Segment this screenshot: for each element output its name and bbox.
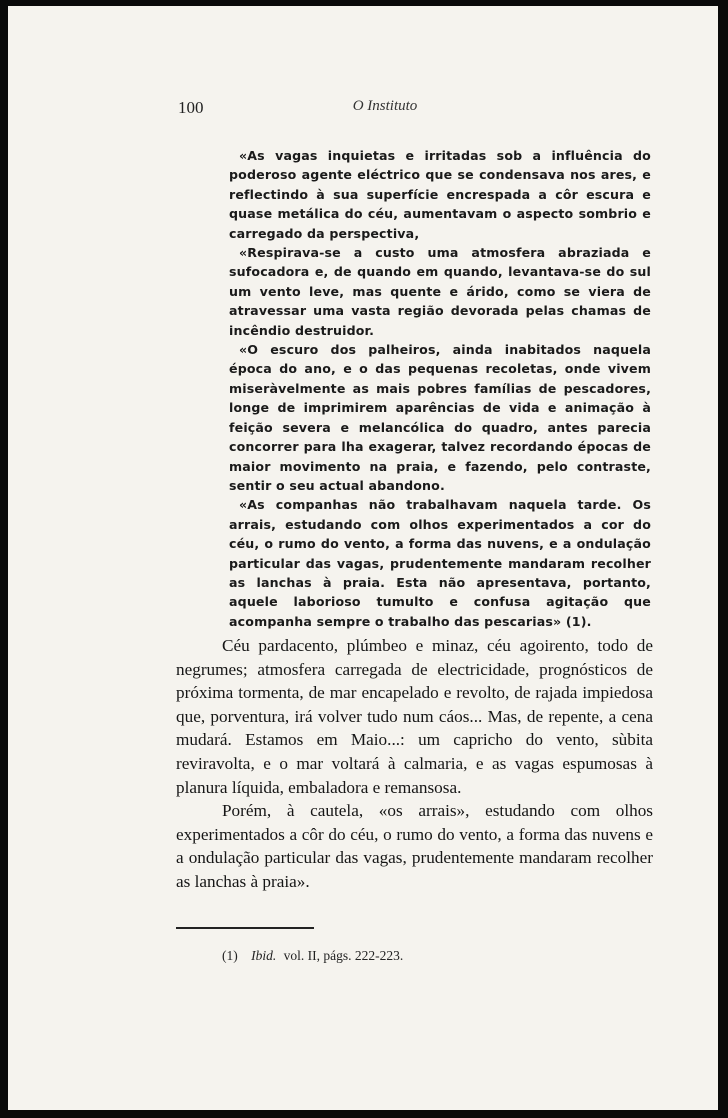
quote-paragraph: «Respirava-se a custo uma atmosfera abraziada e sufocadora e, de quando em quando, levantava-se do sul um vento leve, mas quente e árido, como se viera de atravessar uma vasta região devorada pelas chamas de incêndio destruidor. [229,245,651,338]
footnote-text: vol. II, págs. 222-223. [283,948,404,963]
body-paragraph: Céu pardacento, plúmbeo e minaz, céu agoirento, todo de negrumes; atmosfera carregada de electricidade, prognósticos de próxima tormenta, de mar encapelado e revolto, de rajada impiedosa que, porventura, irá volver tudo num cáos... Mas, de repente, a cena mudará. Estamos em Maio...: um capricho do vento, sùbita reviravolta, e o mar voltará à calmaria, e as vagas espumosas à planura líquida, embaladora e remansosa. [176,636,653,797]
footnote-ibid: Ibid. [251,948,277,963]
quoted-passage [229,146,651,631]
quote-paragraph: «O escuro dos palheiros, ainda inabitados naquela época do ano, e o das pequenas recoletas, onde vivem miseràvelmente as mais pobres famílias de pescadores, longe de imprimirem aparências de vida e animação à feição severa e melancólica do quadro, antes parecia concorrer para lha exagerar, talvez recordando épocas de maior movimento na praia, e fazendo, pelo contraste, sentir o seu actual abandono. [229,342,651,493]
running-header [170,98,600,122]
page [8,6,718,1110]
footnote-marker: (1) [222,948,238,963]
body-text [176,634,653,894]
footnote-rule [176,927,314,929]
footnote [222,948,403,964]
body-paragraph: Porém, à cautela, «os arrais», estudando com olhos experimentados a côr do céu, o rumo do vento, a forma das nuvens e a ondulação particular das vagas, prudentemente mandaram recolher as lanchas à praia». [176,801,653,891]
running-title: O Instituto [352,98,418,114]
page-number: 100 [178,98,204,117]
quote-paragraph: «As companhas não trabalhavam naquela tarde. Os arrais, estudando com olhos experimentados a cor do céu, o rumo do vento, a forma das nuvens, e a ondulação particular das vagas, prudentemente mandaram recolher as lanchas à praia. Esta não apresentava, portanto, aquele laborioso tumulto e confusa agitação que acompanha sempre o trabalho das pescarias» (1). [229,497,651,629]
quote-paragraph: «As vagas inquietas e irritadas sob a influência do poderoso agente eléctrico que se condensava nos ares, e reflectindo à sua superfície encrespada a côr escura e quase metálica do céu, aumentavam o aspecto sombrio e carregado da perspectiva, [229,148,651,241]
